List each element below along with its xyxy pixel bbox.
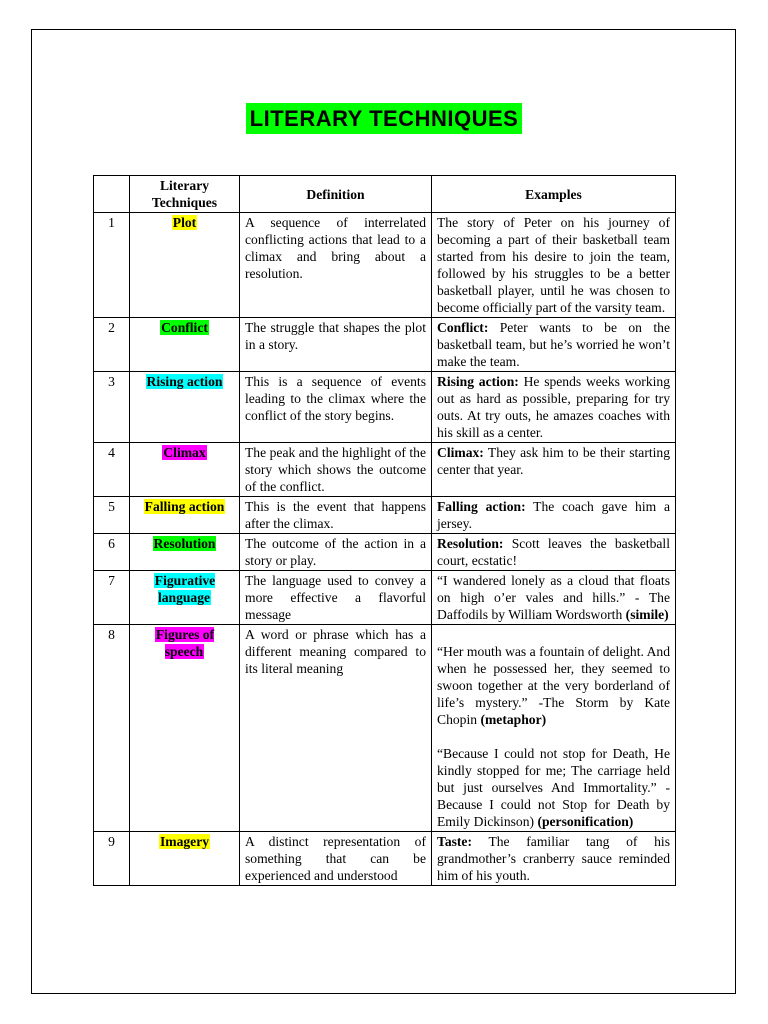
example-cell	[432, 318, 676, 372]
example-lead: Rising action:	[437, 374, 519, 389]
example-text: He spends weeks working out as hard as possible, preparing for try outs. At try outs, he amazes coaches with his skill as a center.	[437, 374, 671, 440]
example-lead: Climax:	[437, 445, 484, 460]
table-row	[94, 213, 676, 318]
example-tail: (simile)	[625, 607, 669, 622]
example-text: Peter wants to be on the basketball team, but he’s worried he won’t make the team.	[437, 320, 670, 369]
term-cell	[130, 571, 240, 625]
header-examples: Examples	[432, 176, 676, 213]
example-cell	[432, 832, 676, 886]
definition-cell: This is a sequence of events leading to the climax where the conflict of the story begins.	[240, 372, 432, 443]
example-tail: (personification)	[537, 814, 634, 829]
example-text: “I wandered lonely as a cloud that floats on high o’er vales and hills.” - The Daffodils by William Wordsworth	[437, 573, 670, 622]
header-number	[94, 176, 130, 213]
term-label: Rising action	[146, 374, 223, 389]
example-tail: (metaphor)	[480, 712, 547, 727]
example-cell	[432, 571, 676, 625]
term-cell	[130, 625, 240, 832]
term-cell	[130, 832, 240, 886]
row-number: 3	[94, 372, 130, 443]
example-text: “Her mouth was a fountain of delight. And when he possessed her, they seemed to swoon together at the very borderland of life’s mystery.” -The Storm by Kate Chopin	[437, 644, 670, 727]
term-label: Climax	[163, 445, 206, 460]
example-text: Scott leaves the basketball court, ecstatic!	[437, 536, 670, 568]
table-row	[94, 534, 676, 571]
table-row	[94, 497, 676, 534]
table-row	[94, 625, 676, 832]
term-cell	[130, 534, 240, 571]
example-lead: Taste:	[437, 834, 472, 849]
row-number: 6	[94, 534, 130, 571]
row-number: 9	[94, 832, 130, 886]
metaphor-example	[437, 643, 670, 728]
row-number: 1	[94, 213, 130, 318]
example-lead: Conflict:	[437, 320, 489, 335]
term-label: Imagery	[159, 834, 210, 849]
term-cell	[130, 213, 240, 318]
term-label: Resolution	[153, 536, 216, 551]
row-number: 2	[94, 318, 130, 372]
row-number: 8	[94, 625, 130, 832]
definition-cell: A sequence of interrelated conflicting actions that lead to a climax and bring about a resolution.	[240, 213, 432, 318]
example-text: “Because I could not stop for Death, He kindly stopped for me; The carriage held but just ourselves And Immortality.” - Because I could not Stop for Death by Emily Dickinson)	[437, 746, 670, 829]
definition-cell: A distinct representation of something that can be experienced and understood	[240, 832, 432, 886]
definition-cell: The struggle that shapes the plot in a story.	[240, 318, 432, 372]
definition-cell: The peak and the highlight of the story which shows the outcome of the conflict.	[240, 443, 432, 497]
term-cell	[130, 372, 240, 443]
term-cell	[130, 318, 240, 372]
example-cell	[432, 443, 676, 497]
example-cell	[432, 213, 676, 318]
row-number: 4	[94, 443, 130, 497]
table-row	[94, 443, 676, 497]
term-label: Figures of speech	[155, 627, 215, 659]
example-lead: Resolution:	[437, 536, 504, 551]
term-cell	[130, 443, 240, 497]
page-title: LITERARY TECHNIQUES	[246, 103, 523, 134]
example-lead: Falling action:	[437, 499, 526, 514]
definition-cell: This is the event that happens after the climax.	[240, 497, 432, 534]
example-text: The coach gave him a jersey.	[437, 499, 670, 531]
row-number: 5	[94, 497, 130, 534]
example-cell	[432, 497, 676, 534]
techniques-table	[93, 175, 676, 886]
definition-cell: A word or phrase which has a different meaning compared to its literal meaning	[240, 625, 432, 832]
personification-example	[437, 745, 670, 830]
title-wrapper	[0, 103, 768, 134]
example-text: The familiar tang of his grandmother’s cranberry sauce reminded him of his youth.	[437, 834, 670, 883]
example-cell	[432, 372, 676, 443]
example-text: The story of Peter on his journey of becoming a part of their basketball team started from his desire to join the team, followed by his struggles to be a better basketball player, until he was chosen to become officially part of the varsity team.	[437, 215, 670, 315]
header-term: Literary Techniques	[130, 176, 240, 213]
definition-cell: The language used to convey a more effective a flavorful message	[240, 571, 432, 625]
table-row	[94, 318, 676, 372]
example-cell	[432, 534, 676, 571]
header-definition: Definition	[240, 176, 432, 213]
term-label: Falling action	[144, 499, 225, 514]
table-row	[94, 832, 676, 886]
table-header-row	[94, 176, 676, 213]
example-text: They ask him to be their starting center that year.	[437, 445, 670, 477]
table-row	[94, 571, 676, 625]
term-label: Figurative language	[154, 573, 216, 605]
term-cell	[130, 497, 240, 534]
term-label: Conflict	[161, 320, 208, 335]
table-row	[94, 372, 676, 443]
definition-cell: The outcome of the action in a story or play.	[240, 534, 432, 571]
term-label: Plot	[172, 215, 197, 230]
example-cell	[432, 625, 676, 832]
row-number: 7	[94, 571, 130, 625]
